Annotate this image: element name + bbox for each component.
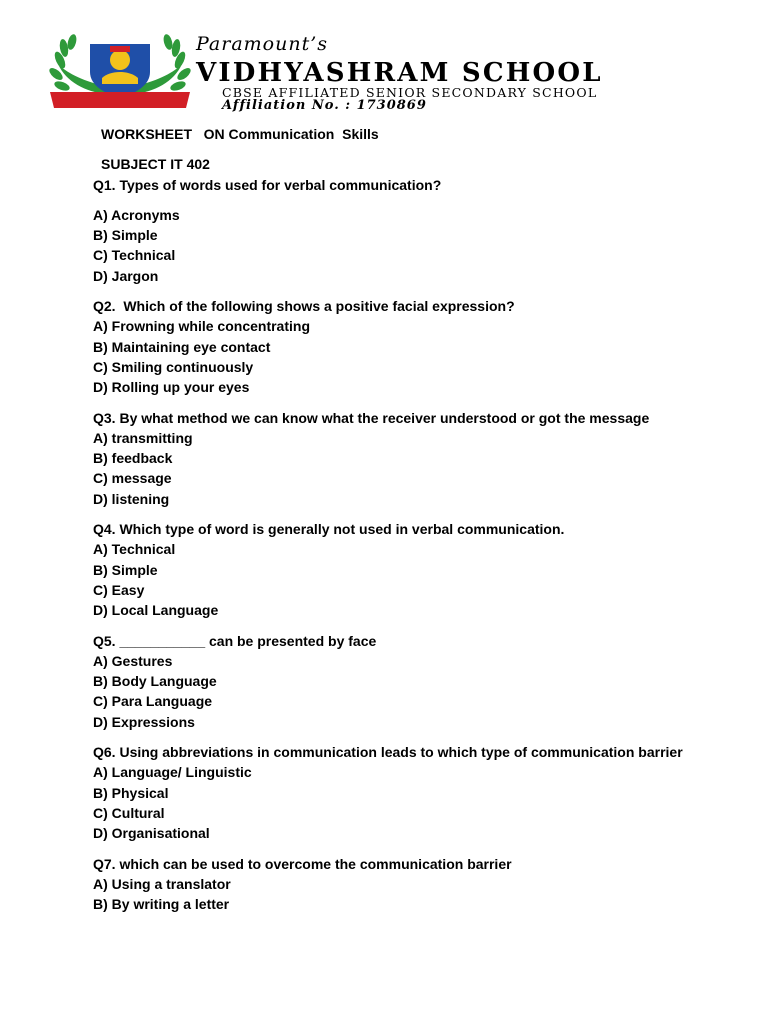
option-c: C) Easy <box>93 581 145 598</box>
worksheet-title: WORKSHEET ON Communication Skills <box>101 126 379 142</box>
question-q6 <box>93 742 733 843</box>
question-text: Q6. Using abbreviations in communication leads to which type of communication barrier <box>93 744 683 761</box>
question-text: Q5. ___________ can be presented by face <box>93 632 377 649</box>
option-d: D) Expressions <box>93 713 195 730</box>
question-text: Q2. Which of the following shows a positive facial expression? <box>93 298 515 315</box>
option-b: B) Physical <box>93 784 169 801</box>
question-q1 <box>93 175 733 286</box>
option-d: D) Jargon <box>93 267 159 284</box>
school-name-prefix: Paramount’s <box>196 33 329 55</box>
option-c: C) Cultural <box>93 804 165 821</box>
option-a: A) Technical <box>93 541 176 558</box>
option-a: A) Gestures <box>93 652 173 669</box>
question-q4 <box>93 519 733 620</box>
option-a: A) transmitting <box>93 429 193 446</box>
question-text: Q7. which can be used to overcome the communication barrier <box>93 855 512 872</box>
option-d: D) Rolling up your eyes <box>93 379 250 396</box>
option-d: D) Organisational <box>93 825 210 842</box>
option-b: B) Maintaining eye contact <box>93 338 271 355</box>
option-d: D) Local Language <box>93 602 219 619</box>
option-c: C) Smiling continuously <box>93 358 254 375</box>
option-b: B) By writing a letter <box>93 896 230 913</box>
question-q7 <box>93 854 733 915</box>
option-b: B) Simple <box>93 227 158 244</box>
school-header <box>0 0 768 118</box>
question-text: Q4. Which type of word is generally not used in verbal communication. <box>93 521 565 538</box>
ribbon-banner <box>50 92 190 108</box>
option-b: B) Simple <box>93 561 158 578</box>
question-text: Q1. Types of words used for verbal communication? <box>93 176 442 193</box>
option-a: A) Language/ Linguistic <box>93 764 252 781</box>
option-c: C) message <box>93 470 172 487</box>
option-b: B) feedback <box>93 450 173 467</box>
option-c: C) Para Language <box>93 693 213 710</box>
school-name: VIDHYASHRAM SCHOOL <box>196 58 603 88</box>
option-a: A) Frowning while concentrating <box>93 318 310 335</box>
question-q2 <box>93 296 733 397</box>
question-q3 <box>93 408 733 509</box>
option-d: D) listening <box>93 490 170 507</box>
school-logo-emblem <box>46 34 194 112</box>
option-a: A) Using a translator <box>93 875 231 892</box>
option-c: C) Technical <box>93 247 176 264</box>
question-q5 <box>93 631 733 732</box>
worksheet-content <box>93 124 733 924</box>
school-affiliation-number: Affiliation No. : 1730869 <box>222 98 427 113</box>
worksheet-subject: SUBJECT IT 402 <box>101 156 210 173</box>
school-affiliation: CBSE AFFILIATED SENIOR SECONDARY SCHOOL <box>222 85 598 100</box>
option-b: B) Body Language <box>93 673 217 690</box>
option-a: A) Acronyms <box>93 206 180 223</box>
question-text: Q3. By what method we can know what the receiver understood or got the message <box>93 409 650 426</box>
